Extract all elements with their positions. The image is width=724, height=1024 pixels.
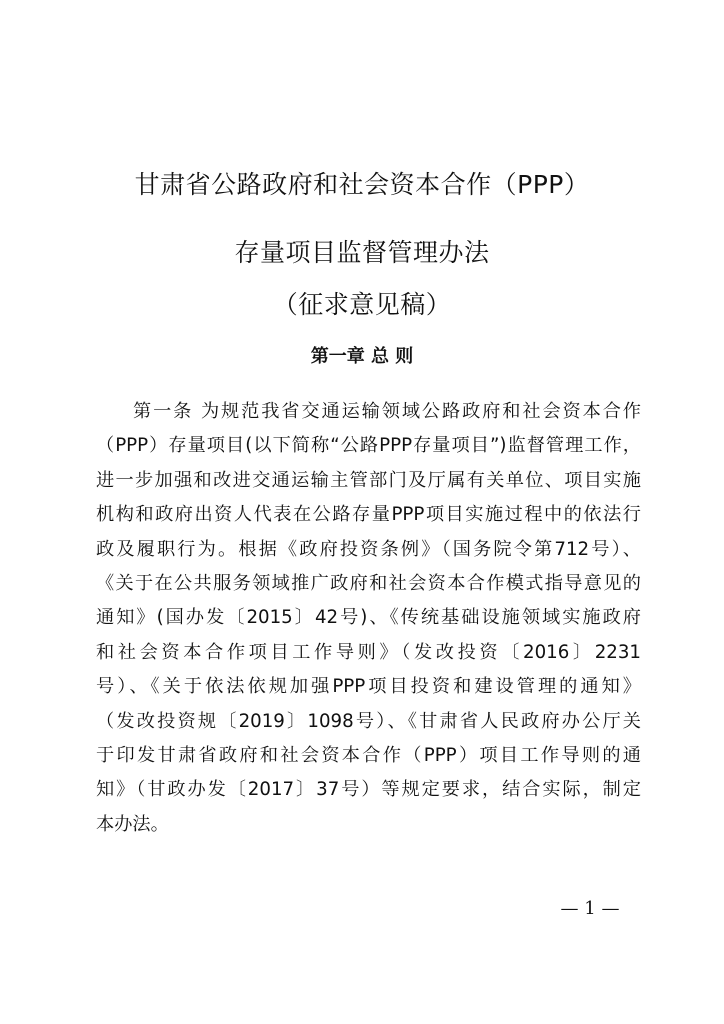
paragraph-line: 号）、《关于依法依规加强PPP项目投资和建设管理的通知》 bbox=[96, 676, 641, 698]
paragraph-line: 政及履职行为。根据《政府投资条例》（国务院令第712号）、 bbox=[96, 538, 641, 560]
page-number: — 1 — bbox=[560, 898, 620, 919]
paragraph-line: 和社会资本合作项目工作导则》（发改投资〔2016〕2231 bbox=[96, 641, 641, 663]
paragraph-line: 通知》(国办发〔2015〕42号)、《传统基础设施领域实施政府 bbox=[96, 607, 641, 629]
paragraph-line: （发改投资规〔2019〕1098号）、《甘肃省人民政府办公厅关 bbox=[96, 710, 641, 732]
paragraph-line: 第一条 为规范我省交通运输领域公路政府和社会资本合作 bbox=[133, 401, 641, 422]
paragraph-line: 《关于在公共服务领域推广政府和社会资本合作模式指导意见的 bbox=[96, 573, 641, 595]
article-1-paragraph bbox=[96, 395, 641, 842]
paragraph-line: 于印发甘肃省政府和社会资本合作（PPP）项目工作导则的通 bbox=[96, 745, 641, 767]
paragraph-line: 本办法。 bbox=[96, 813, 169, 835]
paragraph-line: 进一步加强和改进交通运输主管部门及厅属有关单位、项目实施 bbox=[96, 469, 641, 491]
title-line-3: （征求意见稿） bbox=[272, 290, 452, 319]
paragraph-line: （PPP）存量项目(以下简称“公路PPP存量项目”)监督管理工作， bbox=[96, 435, 641, 457]
paragraph-line: 机构和政府出资人代表在公路存量PPP项目实施过程中的依法行 bbox=[96, 504, 641, 526]
chapter-heading: 第一章 总 则 bbox=[310, 346, 414, 367]
title-line-2: 存量项目监督管理办法 bbox=[234, 238, 490, 267]
title-line-1: 甘肃省公路政府和社会资本合作（PPP） bbox=[134, 170, 590, 199]
paragraph-line: 知》（甘政办发〔2017〕37号）等规定要求，结合实际，制定 bbox=[96, 779, 641, 801]
